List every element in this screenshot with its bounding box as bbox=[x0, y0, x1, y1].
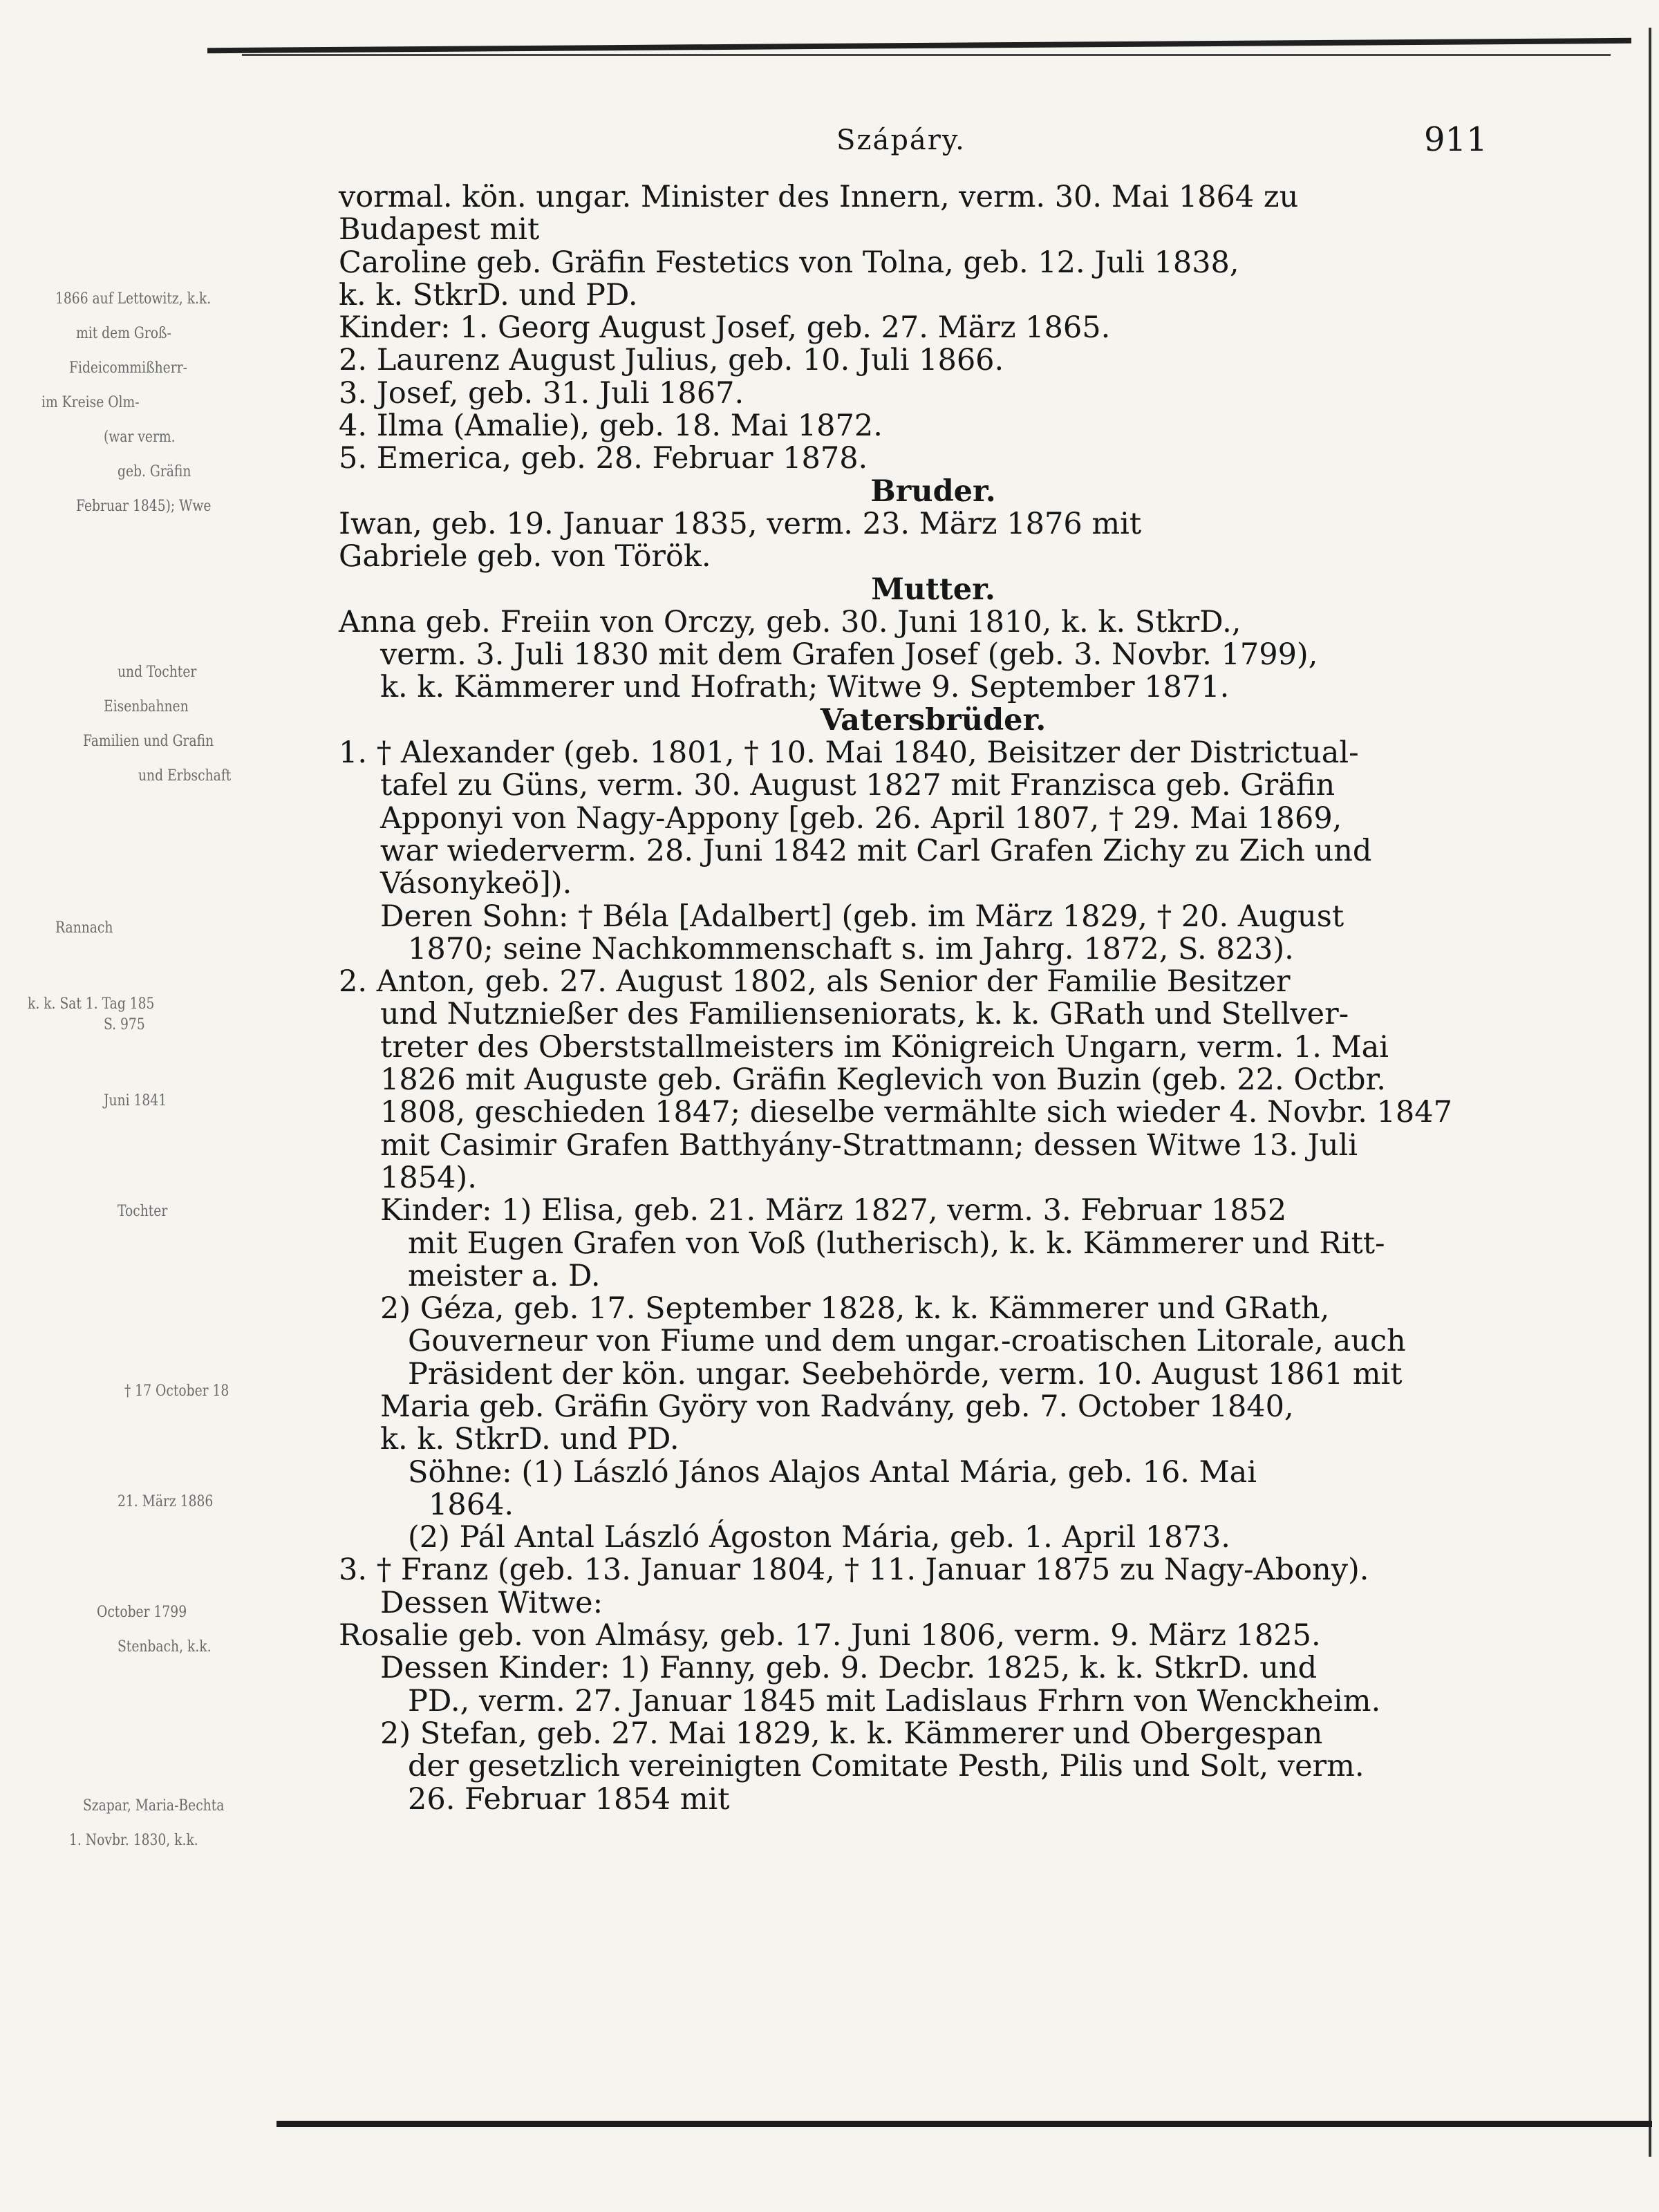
text-line: Deren Sohn: † Béla [Adalbert] (geb. im März 1829, † 20. August bbox=[380, 899, 1344, 934]
text-line: und Nutznießer des Familienseniorats, k. k. GRath und Stellver- bbox=[380, 997, 1349, 1032]
text-line: Kinder: 1) Elisa, geb. 21. März 1827, verm. 3. Februar 1852 bbox=[380, 1193, 1287, 1228]
section-heading: Vatersbrüder. bbox=[820, 702, 1047, 738]
margin-fragment: S. 975 bbox=[104, 1016, 145, 1033]
text-line: Caroline geb. Gräfin Festetics von Tolna, geb. 12. Juli 1838, bbox=[339, 245, 1239, 280]
margin-fragment: Tochter bbox=[118, 1203, 168, 1220]
text-line: k. k. StkrD. und PD. bbox=[380, 1422, 679, 1457]
margin-fragment: Szapar, Maria-Bechta bbox=[83, 1797, 225, 1815]
page-number: 911 bbox=[1424, 120, 1488, 159]
page-edge bbox=[1649, 28, 1651, 2157]
text-line: k. k. Kämmerer und Hofrath; Witwe 9. September 1871. bbox=[380, 670, 1230, 705]
text-line: 26. Februar 1854 mit bbox=[408, 1781, 730, 1817]
text-line: 2. Anton, geb. 27. August 1802, als Senior der Familie Besitzer bbox=[339, 964, 1291, 1000]
text-line: Maria geb. Gräfin Györy von Radvány, geb. 7. October 1840, bbox=[380, 1389, 1294, 1424]
bottom-rule bbox=[276, 2121, 1652, 2127]
page-body bbox=[339, 181, 1528, 1816]
margin-fragment: 21. März 1886 bbox=[118, 1493, 214, 1510]
text-line: Dessen Kinder: 1) Fanny, geb. 9. Decbr. 1825, k. k. StkrD. und bbox=[380, 1651, 1318, 1686]
text-line: 1826 mit Auguste geb. Gräfin Keglevich von Buzin (geb. 22. Octbr. bbox=[380, 1062, 1386, 1098]
running-title: Szápáry. bbox=[836, 124, 966, 156]
text-line: Kinder: 1. Georg August Josef, geb. 27. März 1865. bbox=[339, 310, 1111, 346]
text-line: Gabriele geb. von Török. bbox=[339, 539, 711, 574]
margin-fragment: und Erbschaft bbox=[138, 767, 232, 785]
text-line: 3. Josef, geb. 31. Juli 1867. bbox=[339, 375, 744, 411]
margin-fragment: Eisenbahnen bbox=[104, 698, 189, 715]
text-line: Gouverneur von Fiume und dem ungar.-croatischen Litorale, auch bbox=[408, 1324, 1406, 1359]
margin-fragment: k. k. Sat 1. Tag 185 bbox=[28, 995, 155, 1013]
margin-fragment: Februar 1845); Wwe bbox=[76, 498, 212, 515]
text-line: meister a. D. bbox=[408, 1258, 601, 1293]
margin-fragment: im Kreise Olm- bbox=[41, 394, 140, 411]
margin-fragment: Familien und Grafin bbox=[83, 733, 214, 750]
text-line: Apponyi von Nagy-Appony [geb. 26. April 1807, † 29. Mai 1869, bbox=[380, 800, 1342, 836]
text-line: 4. Ilma (Amalie), geb. 18. Mai 1872. bbox=[339, 409, 883, 444]
top-rule bbox=[207, 38, 1631, 53]
text-line: Iwan, geb. 19. Januar 1835, verm. 23. März 1876 mit bbox=[339, 506, 1142, 541]
text-line: 2. Laurenz August Julius, geb. 10. Juli 1866. bbox=[339, 343, 1004, 378]
text-line: PD., verm. 27. Januar 1845 mit Ladislaus Frhrn von Wenckheim. bbox=[408, 1683, 1381, 1718]
text-line: 1864. bbox=[429, 1487, 514, 1522]
margin-fragment: geb. Gräfin bbox=[118, 463, 191, 480]
text-line: mit Casimir Grafen Batthyány-Strattmann; dessen Witwe 13. Juli bbox=[380, 1127, 1358, 1163]
margin-fragment: Rannach bbox=[55, 919, 113, 937]
text-line: Rosalie geb. von Almásy, geb. 17. Juni 1806, verm. 9. März 1825. bbox=[339, 1618, 1321, 1653]
text-line: Präsident der kön. ungar. Seebehörde, verm. 10. August 1861 mit bbox=[408, 1356, 1403, 1391]
margin-fragment: 1866 auf Lettowitz, k.k. bbox=[55, 290, 212, 308]
margin-fragment: Juni 1841 bbox=[104, 1092, 167, 1109]
top-rule-thin bbox=[242, 54, 1611, 56]
left-margin-bleed bbox=[0, 69, 263, 1936]
text-line: treter des Oberststallmeisters im Königreich Ungarn, verm. 1. Mai bbox=[380, 1029, 1389, 1065]
text-line: 1870; seine Nachkommenschaft s. im Jahrg. 1872, S. 823). bbox=[408, 931, 1294, 966]
text-line: 5. Emerica, geb. 28. Februar 1878. bbox=[339, 441, 868, 476]
text-line: Budapest mit bbox=[339, 212, 540, 247]
margin-fragment: † 17 October 18 bbox=[124, 1382, 229, 1400]
margin-fragment: mit dem Groß- bbox=[76, 325, 171, 342]
text-line: Söhne: (1) László János Alajos Antal Mária, geb. 16. Mai bbox=[408, 1454, 1257, 1490]
text-line: k. k. StkrD. und PD. bbox=[339, 277, 638, 312]
text-line: 2) Stefan, geb. 27. Mai 1829, k. k. Kämmerer und Obergespan bbox=[380, 1716, 1323, 1751]
text-line: mit Eugen Grafen von Voß (lutherisch), k. k. Kämmerer und Ritt- bbox=[408, 1226, 1385, 1261]
text-line: 2) Géza, geb. 17. September 1828, k. k. Kämmerer und GRath, bbox=[380, 1291, 1330, 1327]
margin-fragment: October 1799 bbox=[97, 1604, 187, 1621]
margin-fragment: Fideicommißherr- bbox=[69, 359, 187, 377]
text-line: 1854). bbox=[380, 1160, 477, 1195]
text-line: war wiederverm. 28. Juni 1842 mit Carl Grafen Zichy zu Zich und bbox=[380, 833, 1372, 868]
section-heading: Mutter. bbox=[871, 572, 995, 607]
text-line: 1808, geschieden 1847; dieselbe vermählte sich wieder 4. Novbr. 1847 bbox=[380, 1095, 1452, 1130]
text-line: der gesetzlich vereinigten Comitate Pesth, Pilis und Solt, verm. bbox=[408, 1749, 1365, 1784]
text-line: Vásonykeö]). bbox=[380, 866, 572, 901]
text-line: (2) Pál Antal László Ágoston Mária, geb. 1. April 1873. bbox=[408, 1520, 1230, 1555]
text-line: verm. 3. Juli 1830 mit dem Grafen Josef (geb. 3. Novbr. 1799), bbox=[380, 637, 1318, 673]
margin-fragment: 1. Novbr. 1830, k.k. bbox=[69, 1832, 198, 1849]
page-header bbox=[0, 120, 1521, 166]
margin-fragment: und Tochter bbox=[118, 664, 197, 681]
text-line: tafel zu Güns, verm. 30. August 1827 mit Franzisca geb. Gräfin bbox=[380, 768, 1335, 803]
text-line: Dessen Witwe: bbox=[380, 1585, 603, 1620]
section-heading: Bruder. bbox=[870, 474, 996, 509]
text-line: Anna geb. Freiin von Orczy, geb. 30. Juni 1810, k. k. StkrD., bbox=[339, 604, 1241, 639]
margin-fragment: (war verm. bbox=[104, 429, 176, 446]
text-line: vormal. kön. ungar. Minister des Innern, verm. 30. Mai 1864 zu bbox=[339, 180, 1299, 214]
text-line: 1. † Alexander (geb. 1801, † 10. Mai 1840, Beisitzer der Districtual- bbox=[339, 735, 1359, 771]
text-line: 3. † Franz (geb. 13. Januar 1804, † 11. Januar 1875 zu Nagy-Abony). bbox=[339, 1553, 1369, 1588]
margin-fragment: Stenbach, k.k. bbox=[118, 1638, 212, 1656]
